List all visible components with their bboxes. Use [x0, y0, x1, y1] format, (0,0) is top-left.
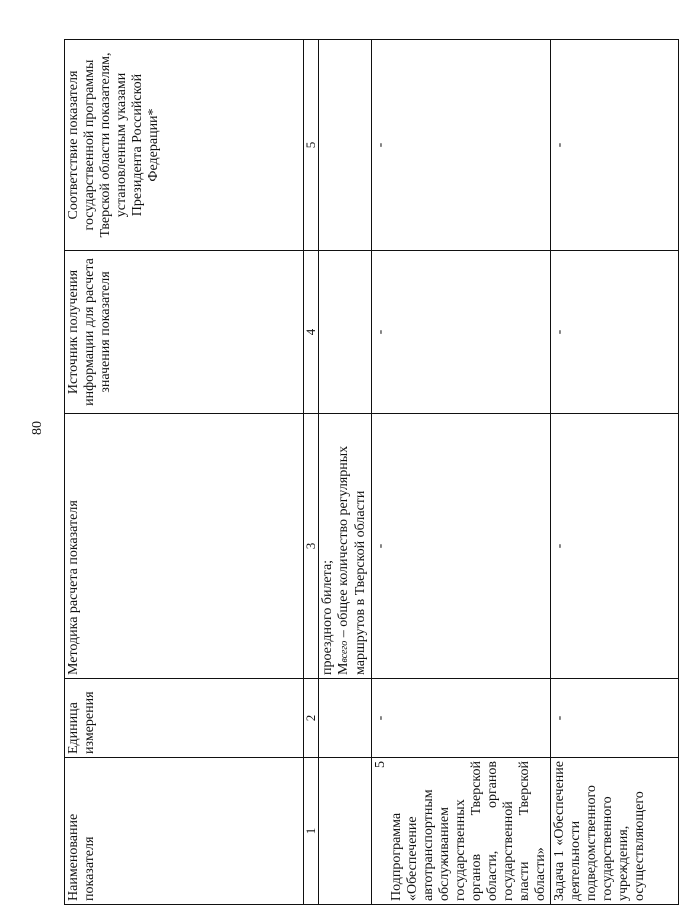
row-source: -: [372, 251, 551, 414]
col-number-5: 5: [304, 40, 319, 251]
header-source: Источник получения информации для расчета значения показателя: [65, 251, 304, 414]
header-unit: Единица измерения: [65, 679, 304, 758]
col-number-4: 4: [304, 251, 319, 414]
continuation-row: [319, 40, 372, 905]
row-unit: -: [372, 679, 551, 758]
cont-name-cell: [319, 758, 372, 905]
row-conformity: -: [551, 40, 679, 251]
cont-source-cell: [319, 251, 372, 414]
row-source: -: [551, 251, 679, 414]
col-number-2: 2: [304, 679, 319, 758]
cont-method-line1: проездного билета;: [320, 559, 335, 675]
cont-method-line2: – общее количество регулярных маршрутов в Тверской области: [336, 445, 368, 675]
page-number: 80: [30, 421, 45, 435]
cont-conformity-cell: [319, 40, 372, 251]
row-name-text: Подпрограмма «Обеспечение автотранспортным обслуживанием государственных органов Тверской области, органов государственной власти Тверской области»: [389, 761, 548, 901]
table-header-row: [65, 40, 304, 905]
row-method: -: [372, 414, 551, 679]
header-method: Методика расчета показателя: [65, 414, 304, 679]
table-row: [551, 40, 679, 905]
header-name: Наименование показателя: [65, 758, 304, 905]
cont-method-cell: [319, 414, 372, 679]
rotated-table-container: [64, 40, 647, 905]
table-row: [372, 40, 551, 905]
col-number-3: 3: [304, 414, 319, 679]
row-number: 5: [373, 761, 388, 768]
cont-method-symbol: M: [336, 662, 351, 675]
cont-unit-cell: [319, 679, 372, 758]
row-name-text: Задача 1 «Обеспечение деятельности подведомственного государственного учреждения, осуществляющего: [551, 758, 679, 905]
indicators-table: [64, 39, 679, 905]
cont-method-subscript: всего: [339, 640, 350, 663]
column-number-row: [304, 40, 319, 905]
row-unit: -: [551, 679, 679, 758]
header-conformity: Соответствие показателя государственной программы Тверской области показателям, установленным указами Президента Российской Федерации*: [65, 40, 304, 251]
row-conformity: -: [372, 40, 551, 251]
row-name-cell: [372, 758, 551, 905]
col-number-1: 1: [304, 758, 319, 905]
row-method: -: [551, 414, 679, 679]
